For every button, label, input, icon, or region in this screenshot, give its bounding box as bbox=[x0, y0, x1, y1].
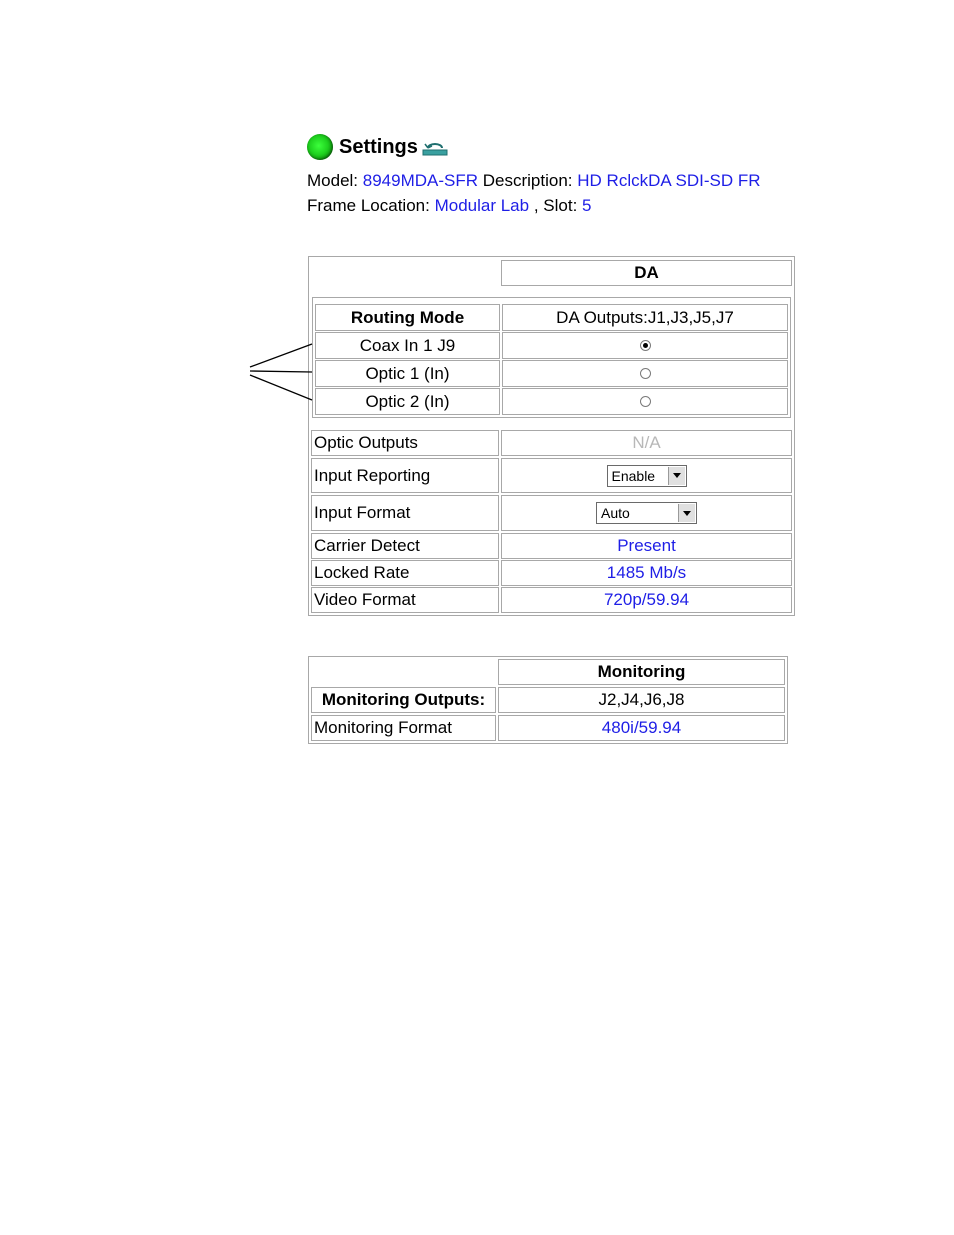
input-format-label: Input Format bbox=[311, 495, 499, 531]
da-column-header: DA bbox=[501, 260, 792, 286]
locked-rate-value: 1485 Mb/s bbox=[501, 560, 792, 586]
slot-link[interactable]: 5 bbox=[582, 196, 592, 215]
da-outputs-label: DA Outputs:J1,J3,J5,J7 bbox=[502, 304, 788, 331]
frame-location-link[interactable]: Modular Lab bbox=[434, 196, 530, 215]
model-value: 8949MDA-SFR bbox=[362, 171, 479, 190]
locked-rate-label: Locked Rate bbox=[311, 560, 499, 586]
monitoring-outputs-label: Monitoring Outputs: bbox=[311, 687, 496, 713]
monitoring-column-header: Monitoring bbox=[498, 659, 785, 685]
page-title: Settings bbox=[339, 135, 418, 158]
carrier-detect-value: Present bbox=[501, 533, 792, 559]
routing-option-optic-1: Optic 1 (In) bbox=[315, 360, 500, 387]
monitoring-outputs-value: J2,J4,J6,J8 bbox=[498, 687, 785, 713]
video-format-value: 720p/59.94 bbox=[501, 587, 792, 613]
input-reporting-label: Input Reporting bbox=[311, 458, 499, 493]
routing-option-optic-2: Optic 2 (In) bbox=[315, 388, 500, 415]
input-reporting-selected: Enable bbox=[611, 467, 656, 484]
description-label: Description: bbox=[482, 171, 573, 190]
routing-option-coax-in-1-j9: Coax In 1 J9 bbox=[315, 332, 500, 359]
model-label: Model: bbox=[307, 171, 359, 190]
video-format-label: Video Format bbox=[311, 587, 499, 613]
monitoring-format-value: 480i/59.94 bbox=[498, 715, 785, 741]
frame-location-label: Frame Location: bbox=[307, 196, 430, 215]
optic-outputs-value: N/A bbox=[501, 430, 792, 456]
description-value: HD RclckDA SDI-SD FR bbox=[577, 171, 761, 190]
routing-mode-header: Routing Mode bbox=[315, 304, 500, 331]
monitoring-format-label: Monitoring Format bbox=[311, 715, 496, 741]
carrier-detect-label: Carrier Detect bbox=[311, 533, 499, 559]
optic-outputs-label: Optic Outputs bbox=[311, 430, 499, 456]
input-format-selected: Auto bbox=[601, 505, 630, 521]
slot-label: , Slot: bbox=[533, 196, 578, 215]
